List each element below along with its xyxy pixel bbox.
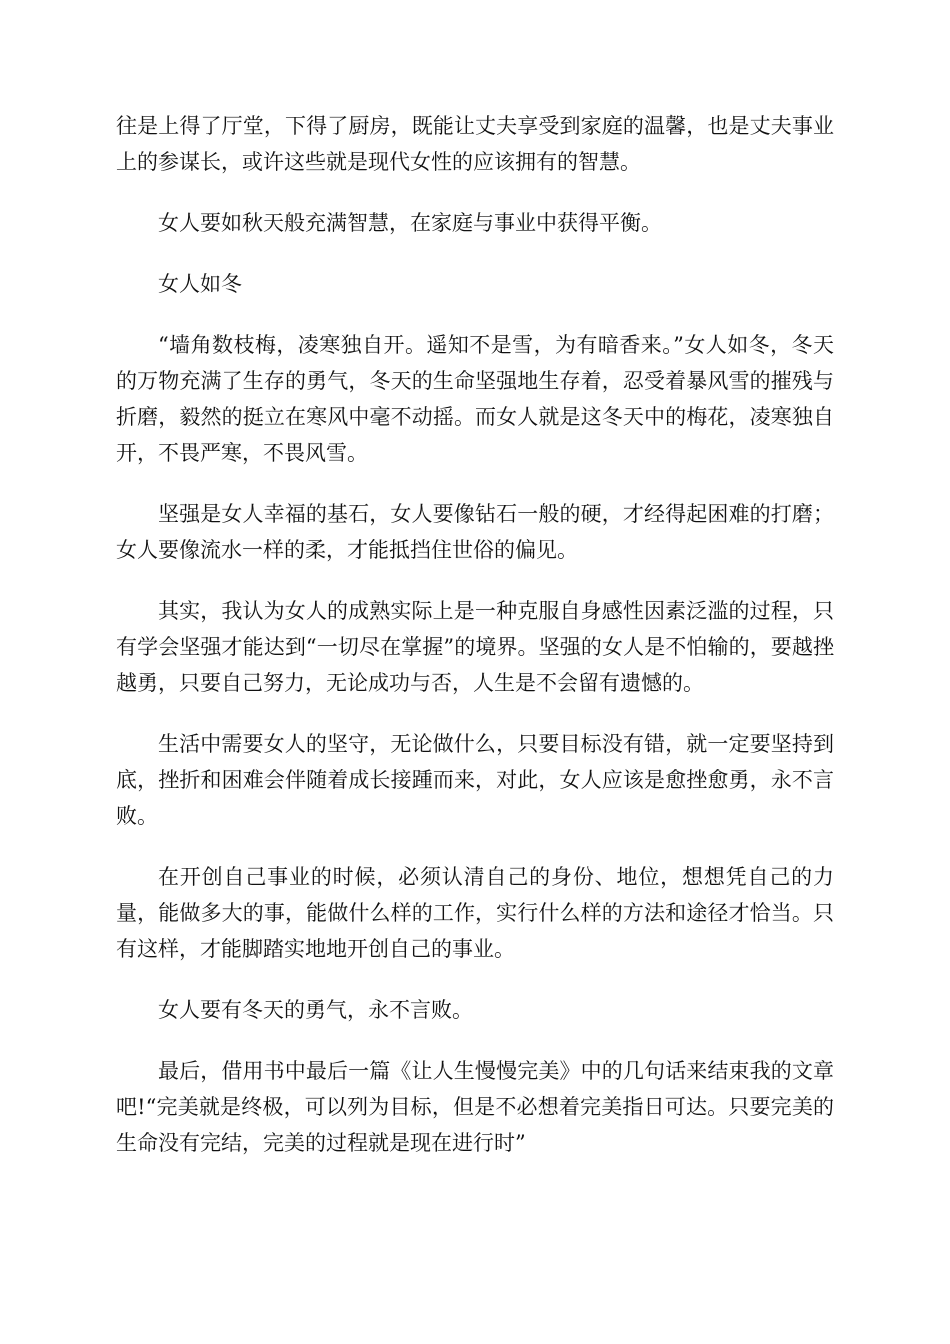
paragraph-continuation: 往是上得了厅堂，下得了厨房，既能让丈夫享受到家庭的温馨，也是丈夫事业上的参谋长，或许这些就是现代女性的应该拥有的智慧。	[116, 114, 834, 174]
paragraph-plum-poem: “墙角数枝梅，凌寒独自开。遥知不是雪，为有暗香来。”女人如冬，冬天的万物充满了生存的勇气，冬天的生命坚强地生存着，忍受着暴风雪的摧残与折磨，毅然的挺立在寒风中毫不动摇。而女人就是这冬天中的梅花，凌寒独自开，不畏严寒，不畏风雪。	[116, 333, 834, 465]
paragraph-autumn-summary: 女人要如秋天般充满智慧，在家庭与事业中获得平衡。	[158, 211, 662, 235]
paragraph-conclusion: 最后，借用书中最后一篇《让人生慢慢完美》中的几句话来结束我的文章吧!“完美就是终极，可以列为目标，但是不必想着完美指日可达。只要完美的生命没有完结，完美的过程就是现在进行时”	[116, 1059, 834, 1155]
document-page	[116, 108, 834, 1186]
paragraph-career: 在开创自己事业的时候，必须认清自己的身份、地位，想想凭自己的力量，能做多大的事，能做什么样的工作，实行什么样的方法和途径才恰当。只有这样，才能脚踏实地地开创自己的事业。	[116, 865, 834, 961]
paragraph-winter-summary: 女人要有冬天的勇气，永不言败。	[158, 998, 473, 1022]
paragraph-strength: 坚强是女人幸福的基石，女人要像钻石一般的硬，才经得起困难的打磨；女人要像流水一样的柔，才能抵挡住世俗的偏见。	[116, 502, 834, 562]
section-heading-winter: 女人如冬	[158, 272, 242, 296]
paragraph-maturity: 其实，我认为女人的成熟实际上是一种克服自身感性因素泛滥的过程，只有学会坚强才能达到“一切尽在掌握”的境界。坚强的女人是不怕输的，要越挫越勇，只要自己努力，无论成功与否，人生是不会留有遗憾的。	[116, 599, 834, 695]
paragraph-persistence: 生活中需要女人的坚守，无论做什么，只要目标没有错，就一定要坚持到底，挫折和困难会伴随着成长接踵而来，对此，女人应该是愈挫愈勇，永不言败。	[116, 732, 834, 828]
